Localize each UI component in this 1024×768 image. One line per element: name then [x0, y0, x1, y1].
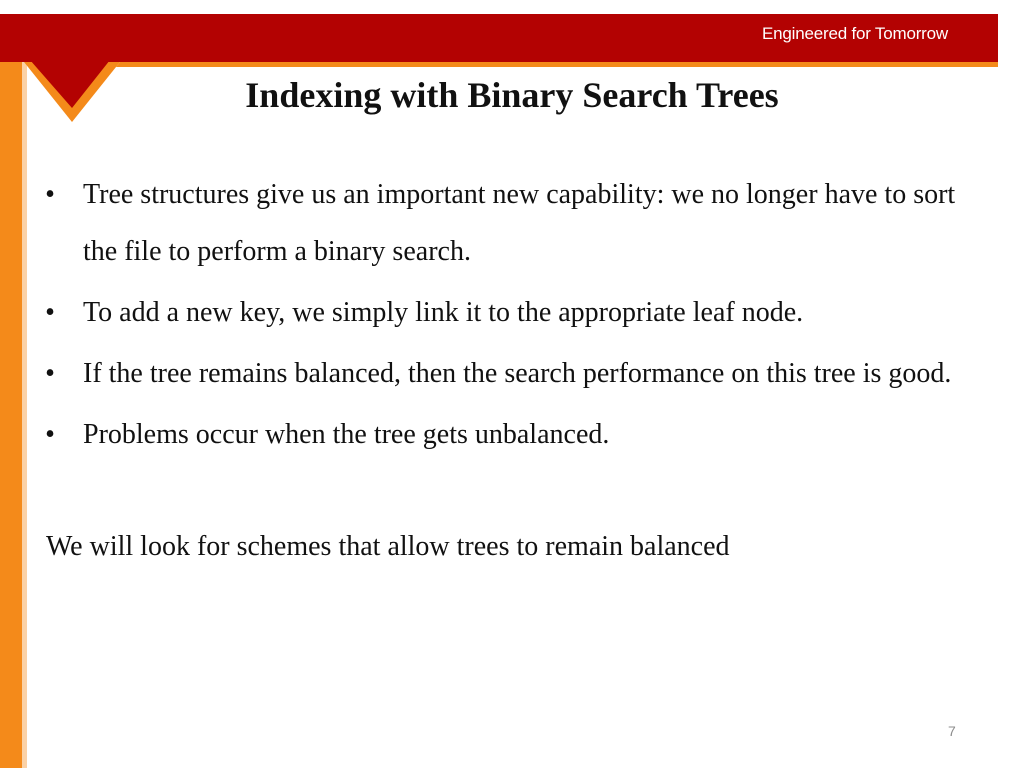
bullet-item	[40, 406, 990, 463]
bullet-item	[40, 345, 990, 402]
left-accent-bar	[0, 14, 22, 768]
slide-title: Indexing with Binary Search Trees	[245, 75, 779, 115]
bullet-text: Problems occur when the tree gets unbalanced.	[83, 419, 610, 450]
header-tagline: Engineered for Tomorrow	[762, 24, 948, 43]
bullet-item	[40, 284, 990, 341]
bullet-dot-icon: •	[45, 179, 55, 210]
bullet-dot-icon: •	[45, 419, 55, 450]
page-number: 7	[948, 723, 956, 739]
left-accent-shadow	[22, 14, 27, 768]
bullet-text: If the tree remains balanced, then the search performance on this tree is good.	[83, 358, 952, 389]
header-underline	[116, 62, 998, 67]
bullet-text: Tree structures give us an important new capability: we no longer have to sort the file to perform a binary search.	[83, 179, 956, 267]
bullet-text: To add a new key, we simply link it to the appropriate leaf node.	[83, 297, 804, 328]
closing-statement: We will look for schemes that allow trees to remain balanced	[46, 531, 730, 562]
bullet-dot-icon: •	[45, 297, 55, 328]
bullet-item	[40, 166, 990, 280]
bullet-dot-icon: •	[45, 358, 55, 389]
bullet-list	[40, 166, 990, 467]
